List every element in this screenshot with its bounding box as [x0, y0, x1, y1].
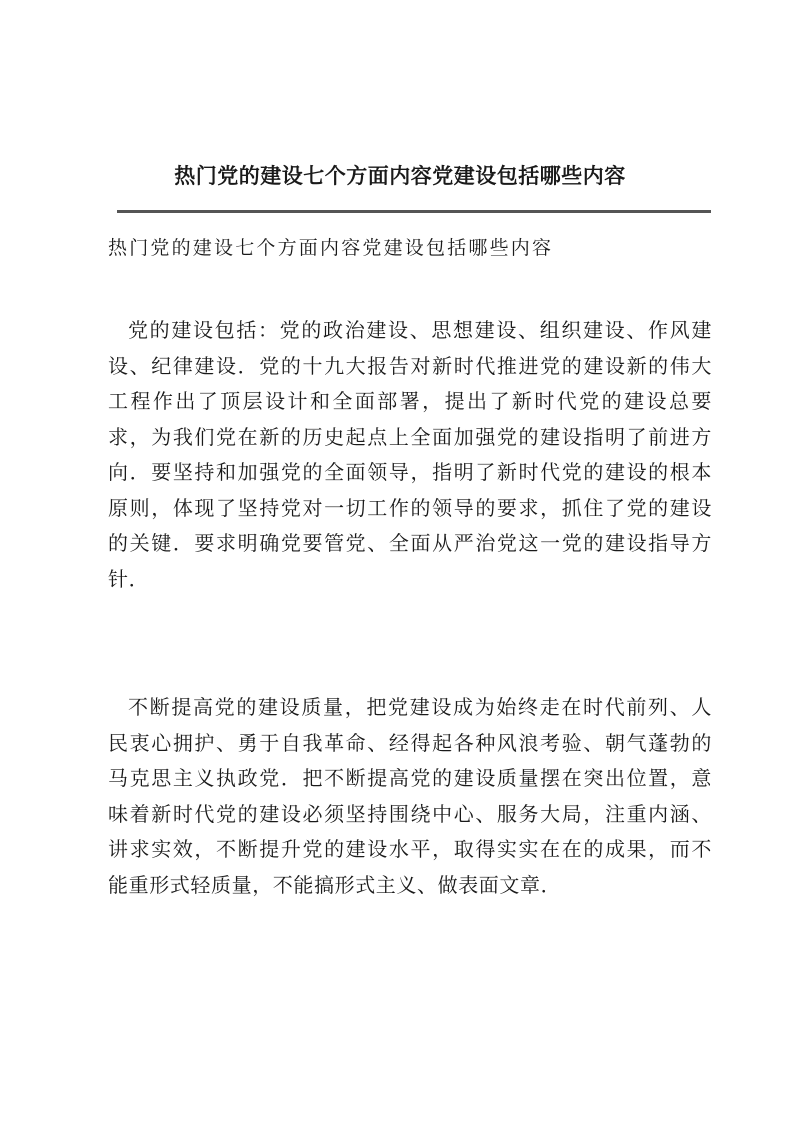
- paragraph-line: 能重形式轻质量，不能搞形式主义、做表面文章．: [108, 872, 562, 897]
- document-subtitle: 热门党的建设七个方面内容党建设包括哪些内容: [108, 237, 554, 259]
- paragraph-1: [108, 313, 712, 597]
- paragraph-line: 原则，体现了坚持党对一切工作的领导的要求，抓住了党的建设: [108, 495, 712, 520]
- paragraph-line: 民衷心拥护、勇于自我革命、经得起各种风浪考验、朝气蓬勃的: [108, 730, 712, 755]
- paragraph-line: 工程作出了顶层设计和全面部署，提出了新时代党的建设总要: [108, 389, 712, 413]
- paragraph-line: 讲求实效，不断提升党的建设水平，取得实实在在的成果，而不: [108, 837, 712, 861]
- document-title: 热门党的建设七个方面内容党建设包括哪些内容: [174, 163, 626, 188]
- paragraph-line: 向．要坚持和加强党的全面领导，指明了新时代党的建设的根本: [108, 460, 712, 484]
- paragraph-line: 不断提高党的建设质量，把党建设成为始终走在时代前列、人: [128, 695, 712, 719]
- title-divider: [117, 210, 711, 213]
- paragraph-line: 求，为我们党在新的历史起点上全面加强党的建设指明了前进方: [108, 424, 712, 449]
- paragraph-2: [108, 690, 712, 903]
- paragraph-line: 党的建设包括：党的政治建设、思想建设、组织建设、作风建: [128, 318, 712, 342]
- paragraph-line: 针．: [108, 566, 150, 591]
- paragraph-line: 设、纪律建设．党的十九大报告对新时代推进党的建设新的伟大: [108, 353, 712, 378]
- paragraph-line: 马克思主义执政党．把不断提高党的建设质量摆在突出位置，意: [108, 766, 712, 790]
- paragraph-line: 味着新时代党的建设必须坚持围绕中心、服务大局，注重内涵、: [108, 801, 712, 826]
- paragraph-line: 的关键．要求明确党要管党、全面从严治党这一党的建设指导方: [108, 531, 712, 555]
